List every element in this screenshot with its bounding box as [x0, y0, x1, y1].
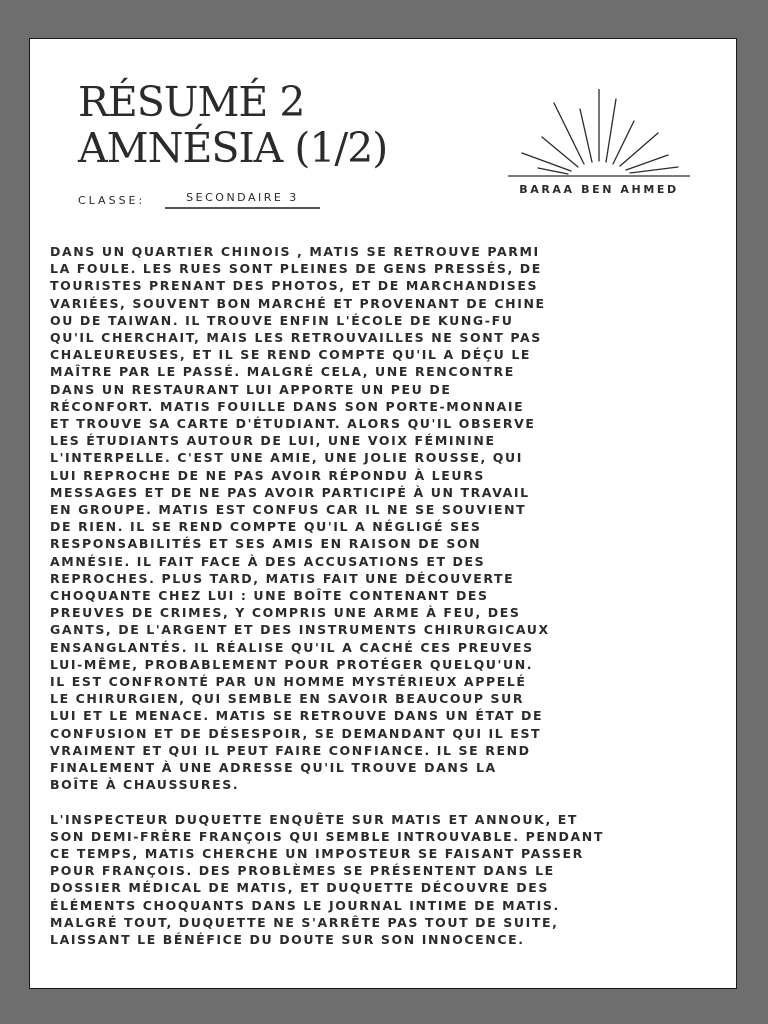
- document-page: [29, 38, 737, 989]
- text-line: BOÎTE À CHAUSSURES.: [50, 777, 240, 793]
- text-line: DANS UN RESTAURANT LUI APPORTE UN PEU DE: [50, 381, 452, 397]
- text-line: REPROCHES. PLUS TARD, MATIS FAIT UNE DÉCOUVERTE: [50, 570, 515, 586]
- text-line: PREUVES DE CRIMES, Y COMPRIS UNE ARME À FEU, DES: [50, 605, 521, 621]
- summary-paragraph-1: [50, 243, 722, 794]
- text-line: QU'IL CHERCHAIT, MAIS LES RETROUVAILLES NE SONT PAS: [50, 330, 542, 346]
- text-line: L'INSPECTEUR DUQUETTE ENQUÊTE SUR MATIS ET ANNOUK, ET: [50, 811, 579, 827]
- text-line: RÉCONFORT. MATIS FOUILLE DANS SON PORTE-MONNAIE: [50, 398, 525, 414]
- text-line: MALGRÉ TOUT, DUQUETTE NE S'ARRÊTE PAS TOUT DE SUITE,: [50, 914, 559, 930]
- text-line: VRAIMENT ET QUI IL PEUT FAIRE CONFIANCE. IL SE REND: [50, 742, 531, 758]
- text-line: CHALEUREUSES, ET IL SE REND COMPTE QU'IL A DÉÇU LE: [50, 347, 532, 363]
- classe-label: CLASSE:: [78, 194, 146, 207]
- text-line: RESPONSABILITÉS ET SES AMIS EN RAISON DE SON: [50, 536, 482, 552]
- summary-text: [50, 243, 722, 948]
- text-line: ET TROUVE SA CARTE D'ÉTUDIANT. ALORS QU'IL OBSERVE: [50, 416, 536, 432]
- text-line: DANS UN QUARTIER CHINOIS , MATIS SE RETROUVE PARMI: [50, 244, 540, 259]
- text-line: LES ÉTUDIANTS AUTOUR DE LUI, UNE VOIX FÉMININE: [50, 433, 496, 449]
- text-line: MAÎTRE PAR LE PASSÉ. MALGRÉ CELA, UNE RENCONTRE: [50, 364, 515, 380]
- text-line: LA FOULE. LES RUES SONT PLEINES DE GENS PRESSÉS, DE: [50, 261, 542, 277]
- text-line: VARIÉES, SOUVENT BON MARCHÉ ET PROVENANT DE CHINE: [50, 295, 546, 311]
- text-line: AMNÉSIE. IL FAIT FACE À DES ACCUSATIONS ET DES: [50, 553, 486, 569]
- text-line: LUI-MÊME, PROBABLEMENT POUR PROTÉGER QUELQU'UN.: [50, 656, 534, 672]
- text-line: CONFUSION ET DE DÉSESPOIR, SE DEMANDANT QUI IL EST: [50, 725, 542, 741]
- text-line: ÉLÉMENTS CHOQUANTS DANS LE JOURNAL INTIME DE MATIS.: [50, 897, 560, 913]
- text-line: L'INTERPELLE. C'EST UNE AMIE, UNE JOLIE ROUSSE, QUI: [50, 450, 523, 466]
- text-line: TOURISTES PRENANT DES PHOTOS, ET DE MARCHANDISES: [50, 278, 539, 294]
- text-line: LUI REPROCHE DE NE PAS AVOIR RÉPONDU À LEURS: [50, 467, 485, 483]
- summary-paragraph-2: [50, 811, 722, 949]
- text-line: EN GROUPE. MATIS EST CONFUS CAR IL NE SE SOUVIENT: [50, 502, 527, 518]
- title-line-1: RÉSUMÉ 2: [78, 78, 305, 126]
- text-line: ENSANGLANTÉS. IL RÉALISE QU'IL A CACHÉ CES PREUVES: [50, 639, 534, 655]
- text-line: OU DE TAIWAN. IL TROUVE ENFIN L'ÉCOLE DE KUNG-FU: [50, 312, 514, 328]
- author-name: BARAA BEN AHMED: [519, 183, 679, 196]
- text-line: FINALEMENT À UNE ADRESSE QU'IL TROUVE DANS LA: [50, 760, 497, 776]
- text-line: DOSSIER MÉDICAL DE MATIS, ET DUQUETTE DÉCOUVRE DES: [50, 880, 549, 896]
- text-line: CE TEMPS, MATIS CHERCHE UN IMPOSTEUR SE FAISANT PASSER: [50, 845, 584, 861]
- page-title: [78, 79, 387, 171]
- text-line: GANTS, DE L'ARGENT ET DES INSTRUMENTS CHIRURGICAUX: [50, 622, 550, 638]
- title-line-2: AMNÉSIA (1/2): [78, 124, 388, 172]
- text-line: MESSAGES ET DE NE PAS AVOIR PARTICIPÉ À UN TRAVAIL: [50, 484, 530, 500]
- text-line: POUR FRANÇOIS. DES PROBLÈMES SE PRÉSENTENT DANS LE: [50, 863, 555, 879]
- text-line: LE CHIRURGIEN, QUI SEMBLE EN SAVOIR BEAUCOUP SUR: [50, 691, 525, 707]
- text-line: LAISSANT LE BÉNÉFICE DU DOUTE SUR SON INNOCENCE.: [50, 931, 525, 947]
- text-line: LUI ET LE MENACE. MATIS SE RETROUVE DANS UN ÉTAT DE: [50, 708, 544, 724]
- text-line: IL EST CONFRONTÉ PAR UN HOMME MYSTÉRIEUX APPELÉ: [50, 674, 527, 690]
- sunrise-icon: [508, 89, 690, 179]
- classe-value: SECONDAIRE 3: [165, 191, 320, 209]
- text-line: DE RIEN. IL SE REND COMPTE QU'IL A NÉGLIGÉ SES: [50, 519, 482, 535]
- classe-row: [78, 191, 378, 213]
- text-line: CHOQUANTE CHEZ LUI : UNE BOÎTE CONTENANT DES: [50, 588, 489, 604]
- text-line: SON DEMI-FRÈRE FRANÇOIS QUI SEMBLE INTROUVABLE. PENDANT: [50, 828, 604, 844]
